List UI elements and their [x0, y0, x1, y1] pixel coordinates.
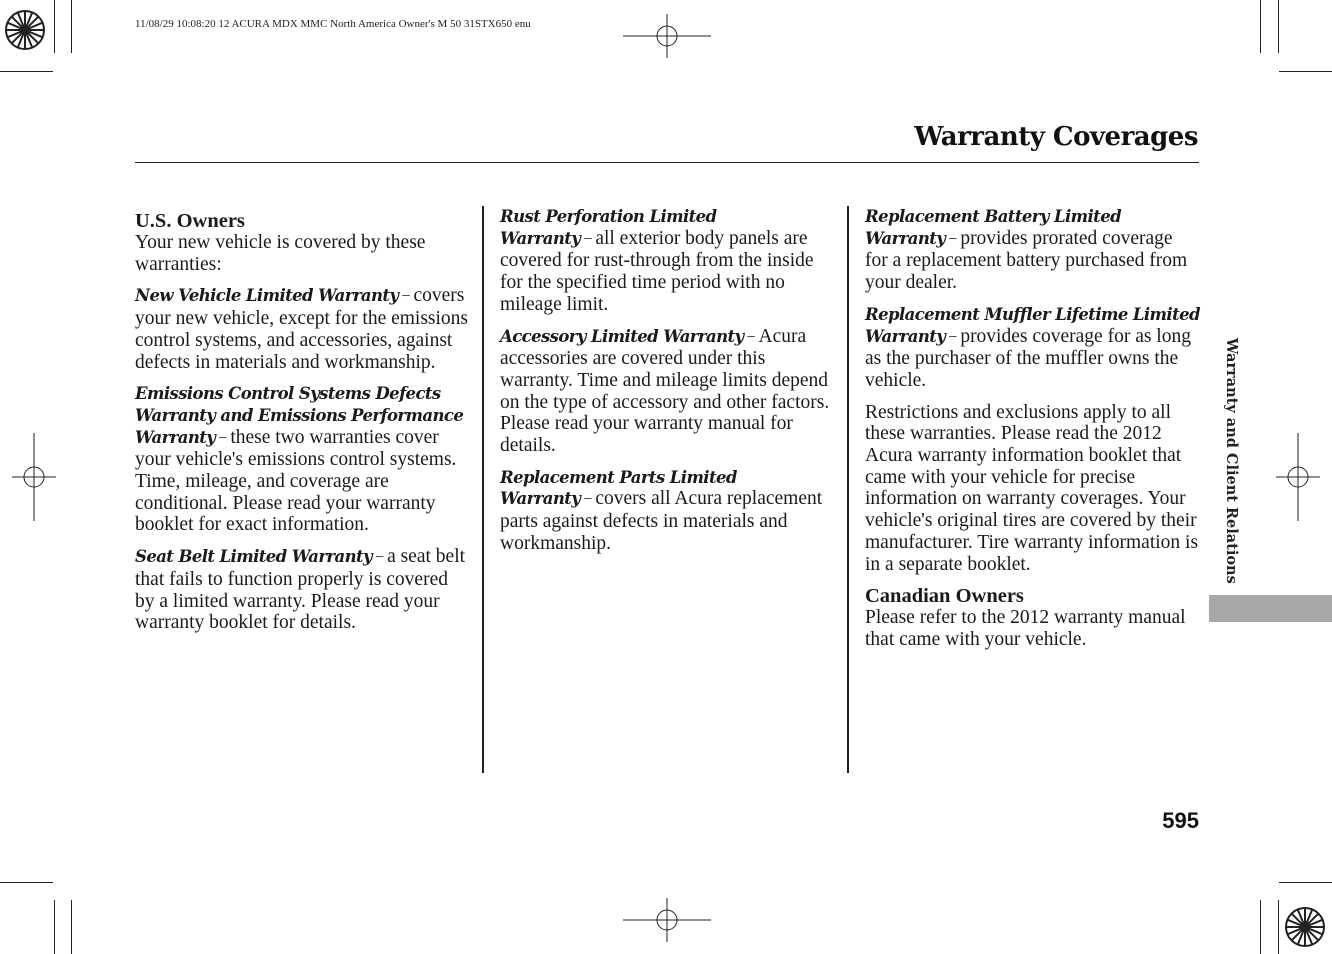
registration-target-icon [1276, 433, 1320, 521]
section-tab-marker [1209, 595, 1332, 622]
term-dash: − [218, 429, 228, 447]
warranty-description: covers your new vehicle, except for the emissions control systems, and accessories, against defects in materials and workmanship. [135, 285, 469, 373]
battery-warranty [865, 206, 1200, 294]
seat-belt-warranty [135, 546, 470, 634]
accessory-warranty [500, 326, 835, 457]
warranty-description: these two warranties cover your vehicle's emissions control systems. Time, mileage, and coverage are conditional. Please read your warranty booklet for exact information. [135, 426, 457, 536]
term-dash: − [583, 230, 593, 248]
term-dash: − [746, 328, 756, 346]
warranty-term: Replacement Parts Limited Warranty [500, 467, 737, 509]
column-divider [847, 206, 849, 773]
column-1 [135, 206, 470, 644]
warranty-description: covers all Acura replacement parts against defects in materials and workmanship. [500, 488, 823, 554]
muffler-warranty [865, 304, 1200, 392]
registration-target-icon [12, 433, 56, 521]
rust-perforation-warranty [500, 206, 835, 316]
column-divider [482, 206, 484, 773]
warranty-description: provides prorated coverage for a replacement battery purchased from your dealer. [865, 227, 1188, 294]
warranty-term: Replacement Muffler Lifetime Limited Warranty [865, 304, 1200, 346]
warranty-description: all exterior body panels are covered for rust-through from the inside for the specified time period with no mileage limit. [500, 227, 814, 315]
canadian-owners-heading: Canadian Owners [865, 585, 1024, 608]
term-dash: − [948, 230, 958, 248]
warranty-term: Replacement Battery Limited Warranty [865, 207, 1122, 248]
warranty-term: Emissions Control Systems Defects Warranty and Emissions Performance Warranty [135, 384, 464, 447]
term-dash: − [375, 549, 385, 567]
warranty-term: New Vehicle Limited Warranty [135, 286, 399, 306]
term-dash: − [401, 288, 411, 306]
registration-target-icon [623, 898, 711, 942]
starburst-mark-icon [1283, 905, 1327, 949]
term-dash: − [583, 491, 593, 509]
term-dash: − [948, 328, 958, 346]
warranty-term: Rust Perforation Limited Warranty [500, 207, 717, 248]
warranty-term: Seat Belt Limited Warranty [135, 547, 373, 567]
us-owners-intro: Your new vehicle is covered by these warranties: [135, 232, 426, 275]
title-rule [135, 162, 1199, 163]
column-2 [500, 206, 835, 565]
warranty-description: a seat belt that fails to function properly is covered by a limited warranty. Please read your warranty booklet for details. [135, 546, 466, 634]
warranty-description: provides coverage for as long as the purchaser of the muffler owns the vehicle. [865, 325, 1191, 391]
new-vehicle-warranty [135, 285, 470, 373]
restrictions-paragraph: Restrictions and exclusions apply to all these warranties. Please read the 2012 Acura warranty information booklet that came with your vehicle for precise information on warranty coverages. Your vehicle's original tires are covered by their manufacturer. Tire warranty information is in a separate booklet. [865, 401, 1199, 575]
column-3 [865, 206, 1200, 661]
canadian-owners-text: Please refer to the 2012 warranty manual that came with your vehicle. [865, 607, 1186, 650]
warranty-description: Acura accessories are covered under this warranty. Time and mileage limits depend on the type of accessory and other factors. Please read your warranty manual for details. [500, 325, 830, 457]
replacement-parts-warranty [500, 467, 835, 555]
registration-target-icon [623, 14, 711, 58]
emissions-warranty [135, 383, 470, 536]
print-info: 11/08/29 10:08:20 12 ACURA MDX MMC North America Owner's M 50 31STX650 enu [135, 18, 531, 30]
page-number: 595 [1162, 808, 1199, 833]
us-owners-heading: U.S. Owners [135, 210, 245, 232]
warranty-term: Accessory Limited Warranty [500, 326, 744, 346]
section-side-label: Warranty and Client Relations [1223, 338, 1240, 584]
page-title: Warranty Coverages [914, 122, 1198, 152]
starburst-mark-icon [3, 8, 47, 52]
